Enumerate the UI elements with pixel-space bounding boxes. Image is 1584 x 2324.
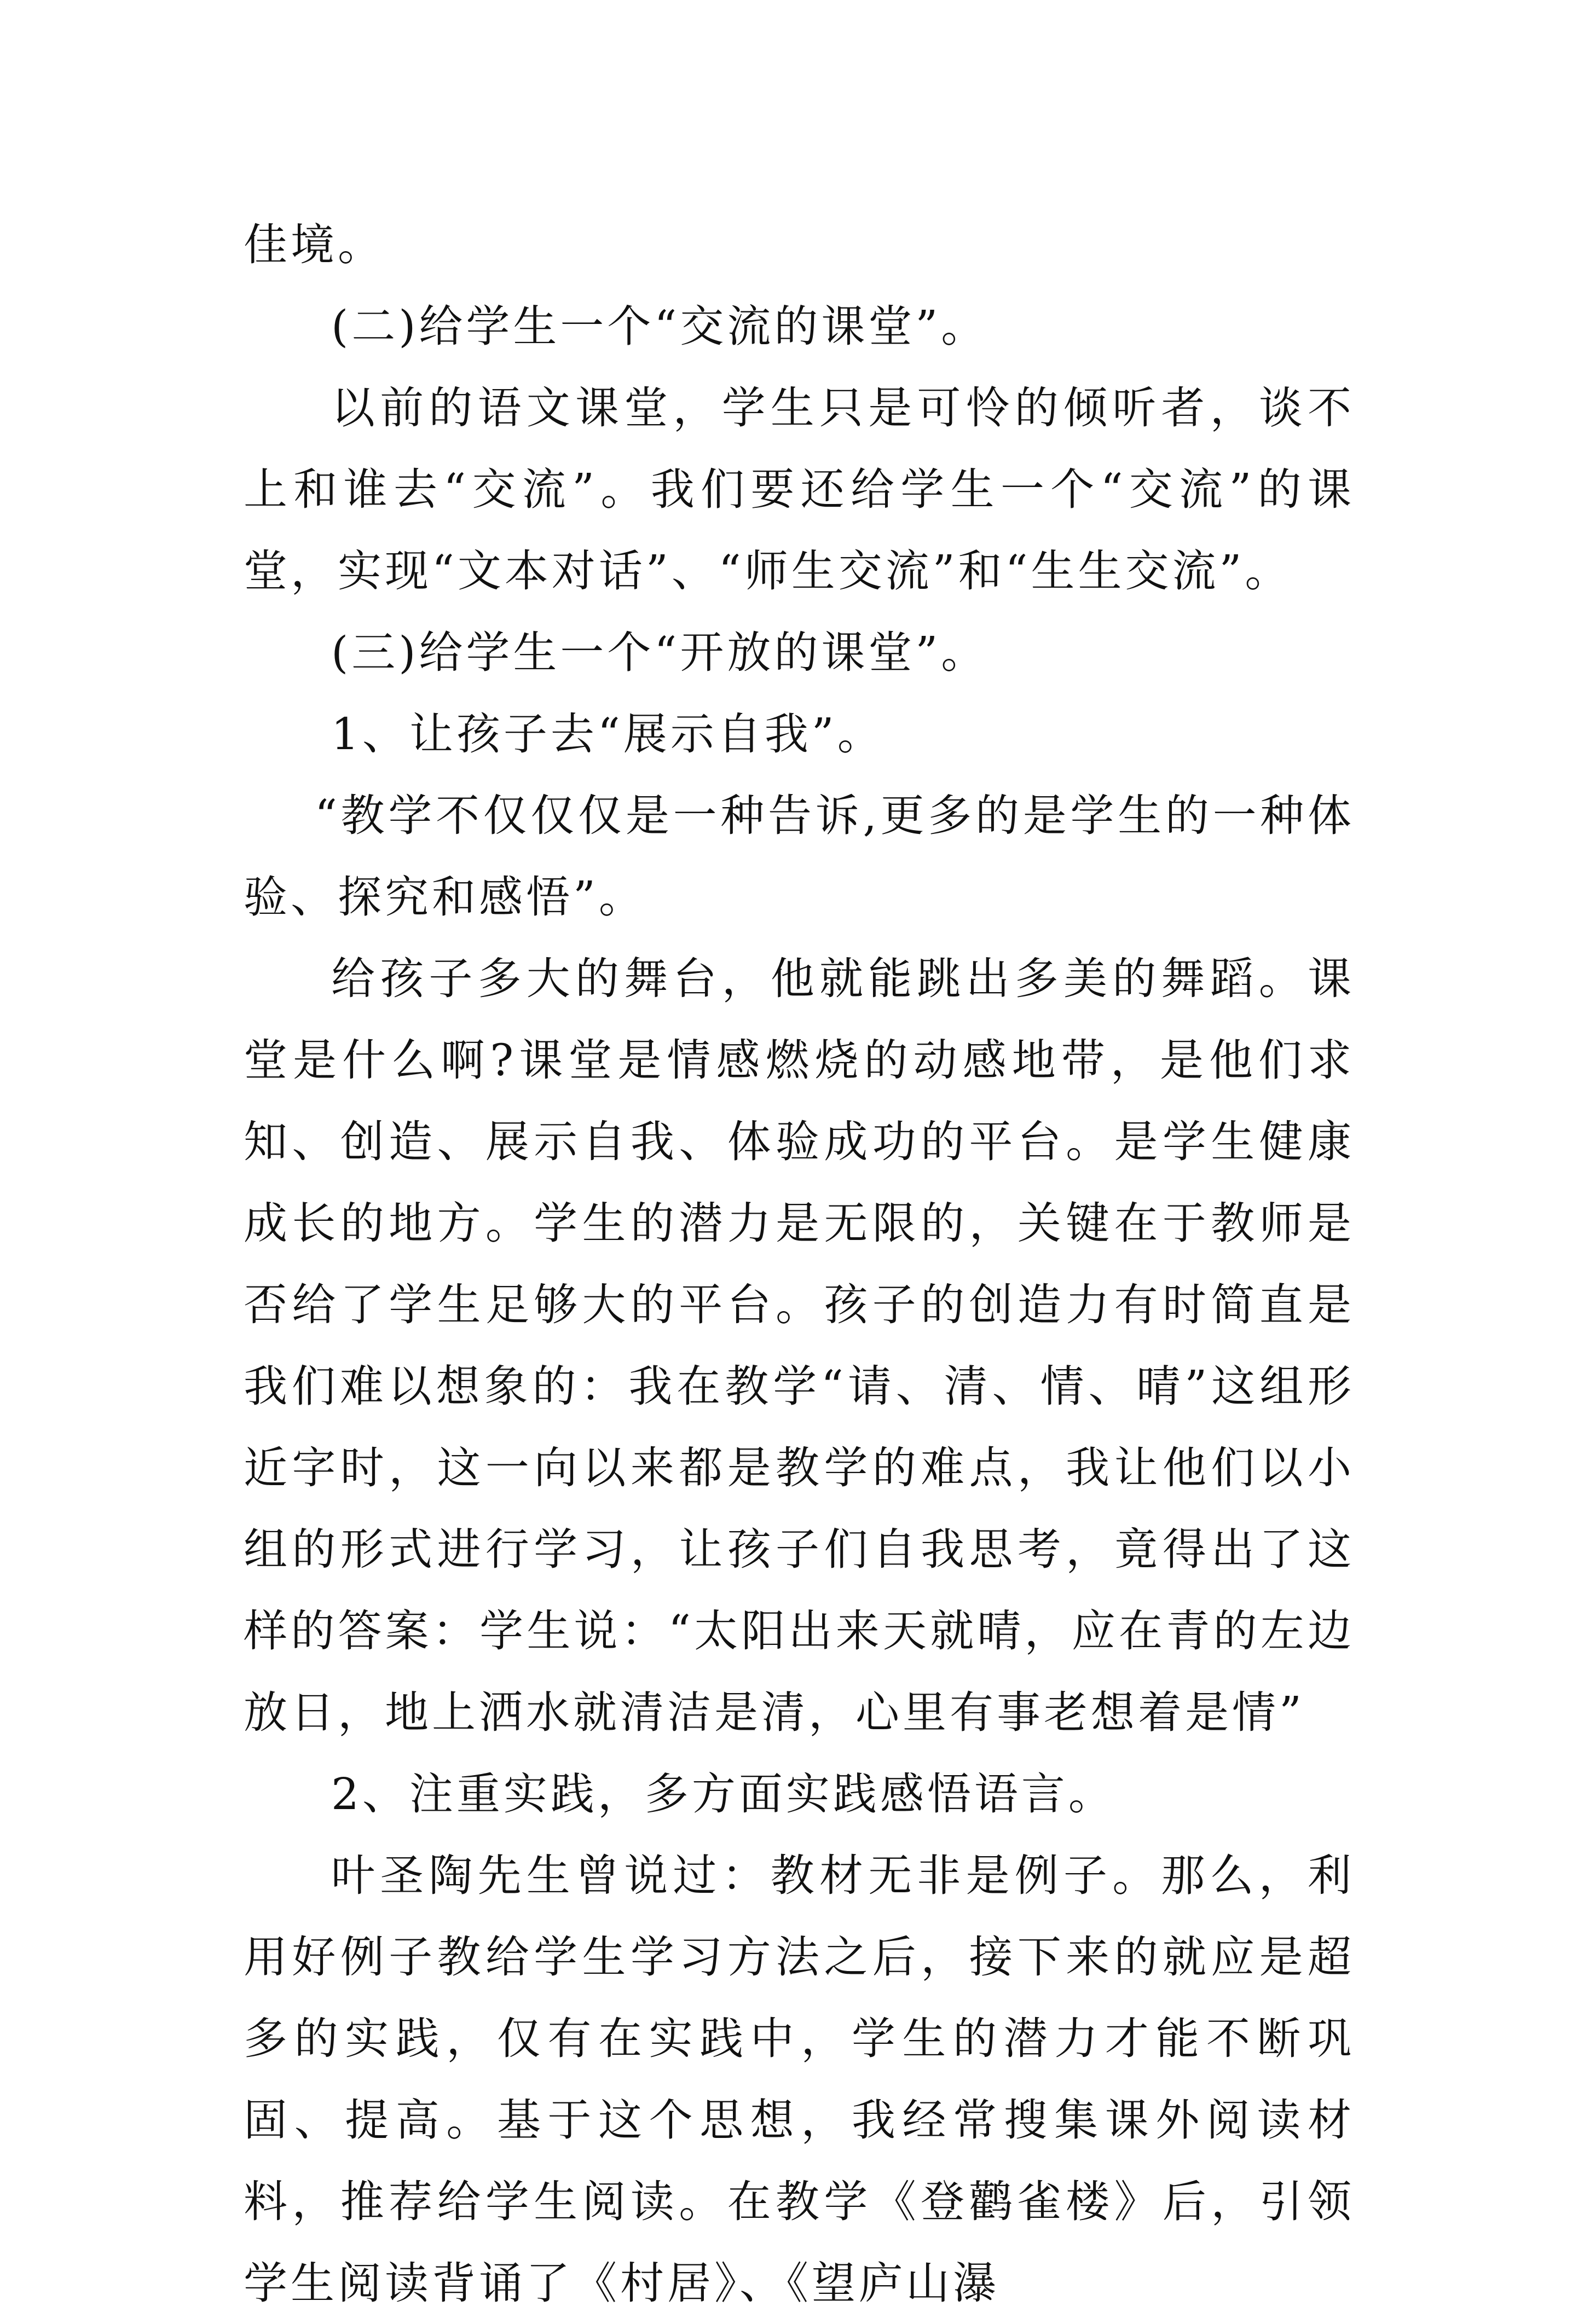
paragraph-quote: “教学不仅仅仅是一种告诉,更多的是学生的一种体验、探究和感悟”。 [244,790,1355,923]
paragraph-stage: 给孩子多大的舞台，他就能跳出多美的舞蹈。课堂是什么啊?课堂是情感燃烧的动感地带，是他们求知、创造、展示自我、体验成功的平台。是学生健康成长的地方。学生的潜力是无限的，关键在于教师是否给了学生足够大的平台。孩子的创造力有时简直是我们难以想象的：我在教学“请、清、情、晴”这组形近字时，这一向以来都是教学的难点，我让他们以小组的形式进行学习，让孩子们自我思考，竟得出了这样的答案：学生说：“太阳出来天就晴，应在青的左边放日，地上洒水就清洁是清，心里有事老想着是情” [244,953,1355,1738]
subheading-show-self: 1、让孩子去“展示自我”。 [331,709,885,760]
paragraph-exchange: 以前的语文课堂，学生只是可怜的倾听者，谈不上和谁去“交流”。我们要还给学生一个“交流”的课堂，实现“文本对话”、“师生交流”和“生生交流”。 [244,382,1355,596]
section-heading-open-classroom: (三)给学生一个“开放的课堂”。 [331,627,988,678]
section-heading-exchange-classroom: (二)给学生一个“交流的课堂”。 [331,301,988,352]
document-body [244,204,1355,2324]
paragraph-continuation: 佳境。 [244,219,385,270]
paragraph-ye-shengtao: 叶圣陶先生曾说过：教材无非是例子。那么，利用好例子教给学生学习方法之后，接下来的就应是超多的实践，仅有在实践中，学生的潜力才能不断巩固、提高。基于这个思想，我经常搜集课外阅读材料，推荐给学生阅读。在教学《登鹳雀楼》后，引领学生阅读背诵了《村居》、《望庐山瀑 [244,1850,1355,2309]
subheading-practice: 2、注重实践，多方面实践感悟语言。 [331,1769,1115,1819]
